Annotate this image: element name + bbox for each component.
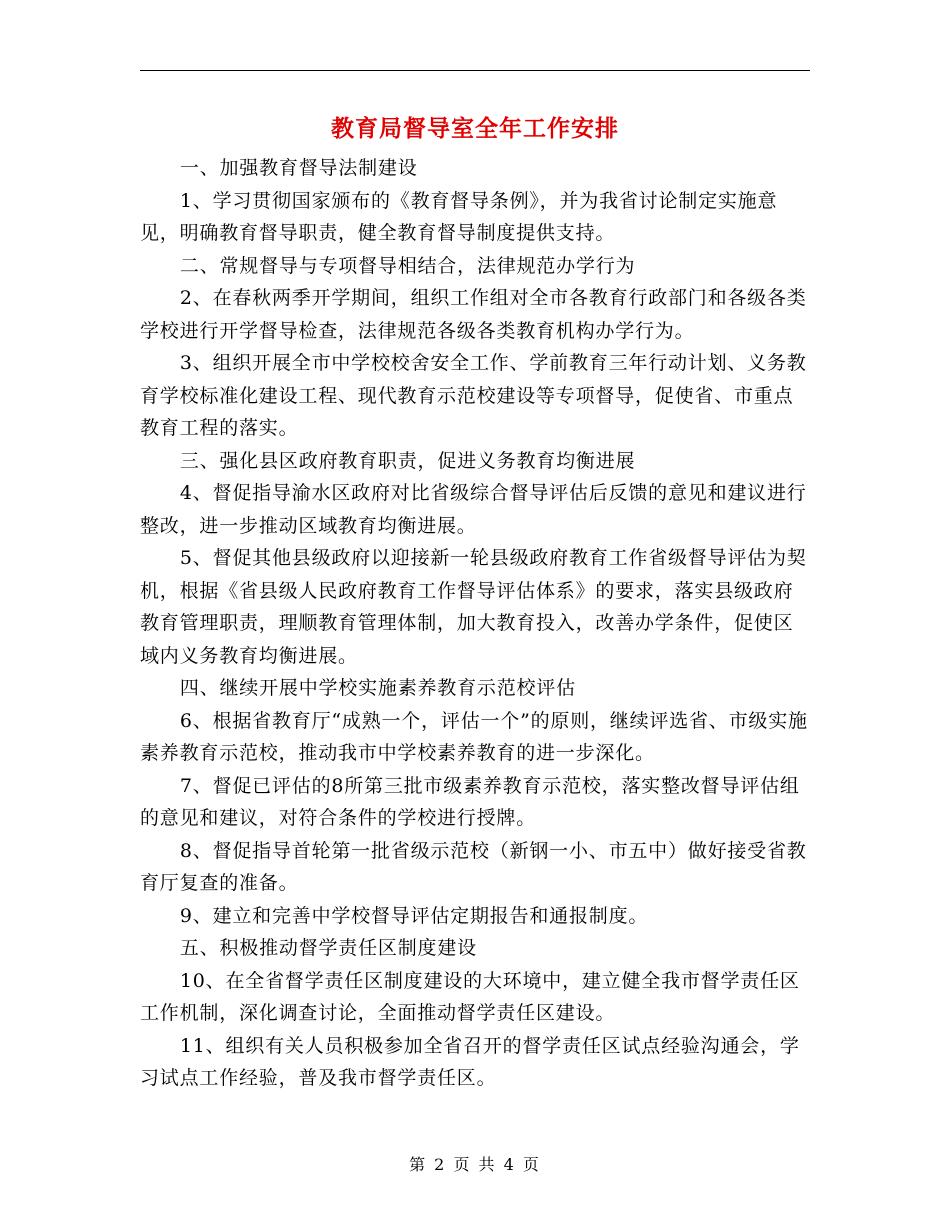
paragraph: 2、在春秋两季开学期间，组织工作组对全市各教育行政部门和各级各类学校进行开学督导检查，法律规范各级各类教育机构办学行为。 bbox=[140, 287, 807, 342]
section-heading: 三、强化县区政府教育职责，促进义务教育均衡进展 bbox=[179, 449, 636, 472]
section-heading: 四、继续开展中学校实施素养教育示范校评估 bbox=[179, 677, 576, 699]
paragraph: 8、督促指导首轮第一批省级示范校（新钢一小、市五中）做好接受省教育厅复查的准备。 bbox=[140, 839, 807, 894]
section-heading: 一、加强教育督导法制建设 bbox=[179, 157, 418, 179]
paragraph: 6、根据省教育厅“成熟一个，评估一个”的原则，继续评选省、市级实施素养教育示范校，推动我市中学校素养教育的进一步深化。 bbox=[140, 709, 808, 764]
document-body bbox=[140, 152, 812, 1095]
paragraph: 1、学习贯彻国家颁布的《教育督导条例》，并为我省讨论制定实施意见，明确教育督导职责，健全教育督导制度提供支持。 bbox=[140, 189, 778, 244]
paragraph: 7、督促已评估的8所第三批市级素养教育示范校，落实整改督导评估组的意见和建议，对符合条件的学校进行授牌。 bbox=[140, 774, 800, 829]
paragraph: 11、组织有关人员积极参加全省召开的督学责任区试点经验沟通会，学习试点工作经验，普及我市督学责任区。 bbox=[140, 1034, 800, 1089]
paragraph: 9、建立和完善中学校督导评估定期报告和通报制度。 bbox=[179, 904, 649, 927]
section-heading: 二、常规督导与专项督导相结合，法律规范办学行为 bbox=[179, 254, 636, 277]
paragraph: 5、督促其他县级政府以迎接新一轮县级政府教育工作省级督导评估为契机，根据《省县级人民政府教育工作督导评估体系》的要求，落实县级政府教育管理职责，理顺教育管理体制，加大教育投入，改善办学条件，促使区域内义务教育均衡进展。 bbox=[140, 547, 807, 667]
paragraph: 3、组织开展全市中学校校舍安全工作、学前教育三年行动计划、义务教育学校标准化建设工程、现代教育示范校建设等专项督导，促使省、市重点教育工程的落实。 bbox=[140, 352, 807, 439]
section-heading: 五、积极推动督学责任区制度建设 bbox=[179, 937, 477, 959]
document-title: 教育局督导室全年工作安排 bbox=[331, 116, 619, 142]
header-rule bbox=[140, 70, 810, 71]
page-footer: 第 2 页 共 4 页 bbox=[409, 1155, 541, 1174]
paragraph: 10、在全省督学责任区制度建设的大环境中，建立健全我市督学责任区工作机制，深化调查讨论，全面推动督学责任区建设。 bbox=[140, 969, 800, 1024]
paragraph: 4、督促指导渝水区政府对比省级综合督导评估后反馈的意见和建议进行整改，进一步推动区域教育均衡进展。 bbox=[140, 482, 807, 537]
